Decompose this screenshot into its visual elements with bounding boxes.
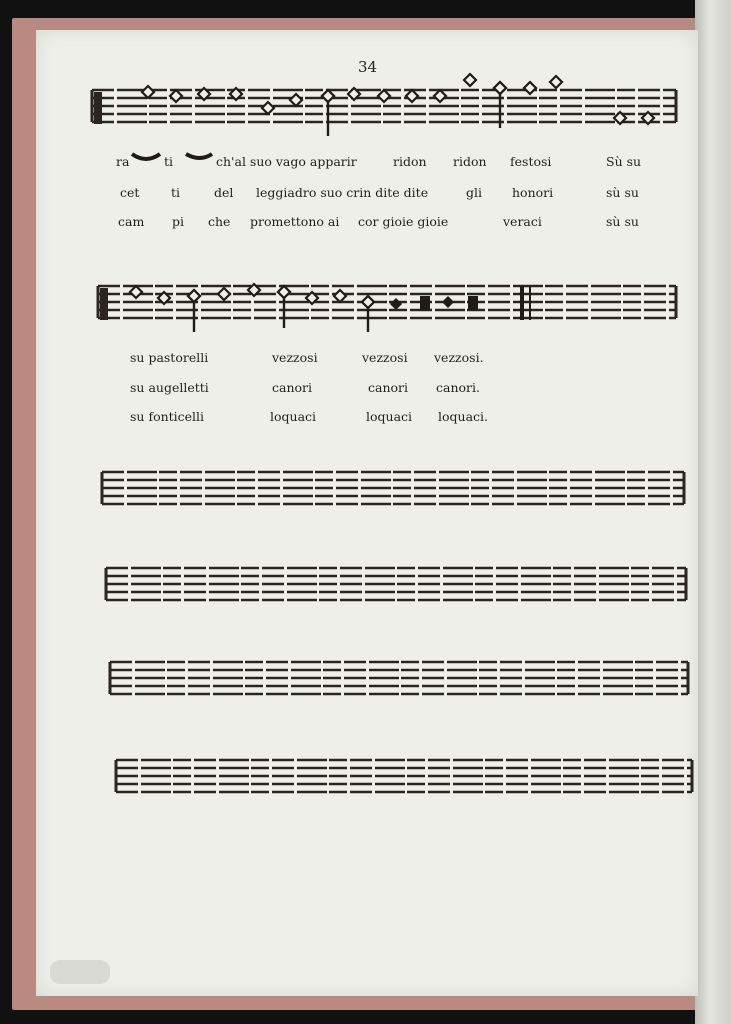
note-s2-black-2 xyxy=(442,296,454,308)
lyric-s1-l2-su: sù su xyxy=(606,185,639,200)
lyric-s2-l1-su: su pastorelli xyxy=(130,350,209,365)
lyric-s2-l2-w1: canori xyxy=(272,380,313,395)
clef-1 xyxy=(94,92,102,124)
lyric-s2-l3-su: su fonticelli xyxy=(130,409,205,424)
note-s2-black-1 xyxy=(390,298,402,310)
lyric-s1-l1-ti: ti xyxy=(164,154,174,169)
lyric-s1-l1-ridon1: ridon xyxy=(393,154,427,169)
lyric-s2-l2-w2: canori xyxy=(368,380,409,395)
lyric-s1-l1-ridon2: ridon xyxy=(453,154,487,169)
lyric-s1-l2-cet: cet xyxy=(120,185,140,200)
lyric-s1-l2-del: del xyxy=(214,185,234,200)
lyric-s2-l3-w2: loquaci xyxy=(366,409,413,424)
lyric-s2-l1-w3: vezzosi. xyxy=(434,350,484,365)
lyric-s1-l2-honori: honori xyxy=(512,185,554,200)
music-staves xyxy=(36,30,698,996)
lyric-s2-l2-w3: canori. xyxy=(436,380,480,395)
slur-2 xyxy=(186,154,212,158)
lyric-s1-l1-su: Sù su xyxy=(606,154,642,169)
note-s1-15 xyxy=(550,76,562,88)
note-s1-14 xyxy=(524,82,536,94)
lyric-s1-l2-gli: gli xyxy=(466,185,482,200)
lyric-s1-l3-gioie: cor gioie gioie xyxy=(358,214,449,229)
lyric-s2-l3-w1: loquaci xyxy=(270,409,317,424)
lyric-s1-l1-ra: ra xyxy=(116,154,130,169)
lyric-s1-l1-phrase: ch'al suo vago apparir xyxy=(216,154,357,169)
lyric-s2-l3-w3: loquaci. xyxy=(438,409,488,424)
clef-2 xyxy=(100,288,108,320)
note-s2-4 xyxy=(218,288,230,300)
lyric-s1-l2-ti: ti xyxy=(171,185,181,200)
note-s2-breve xyxy=(420,296,430,310)
lyric-s1-l3-cam: cam xyxy=(118,214,145,229)
note-s2-stemmed-c xyxy=(362,296,374,308)
note-s1-12 xyxy=(464,74,476,86)
note-s2-8 xyxy=(334,290,346,302)
note-s1-stemmed-a xyxy=(322,90,334,102)
lyric-s2-l1-w1: vezzosi xyxy=(272,350,318,365)
note-s1-6 xyxy=(290,94,302,106)
lyric-s1-l3-phrase: promettono ai xyxy=(250,214,340,229)
lyric-s1-l3-veraci: veraci xyxy=(503,214,542,229)
lyric-s1-l2-phrase: leggiadro suo crin dite dite xyxy=(256,185,429,200)
note-s2-stemmed-a xyxy=(188,290,200,302)
note-s1-2 xyxy=(170,90,182,102)
note-s2-stemmed-b xyxy=(278,286,290,298)
page-number: 34 xyxy=(358,58,378,76)
lyric-s2-l2-su: su augelletti xyxy=(130,380,209,395)
page-smudge xyxy=(50,960,110,984)
lyric-s1-l3-pi: pi xyxy=(172,214,184,229)
lyric-s1-l3-che: che xyxy=(208,214,231,229)
lyric-s2-l1-w2: vezzosi xyxy=(362,350,408,365)
note-s1-5 xyxy=(262,102,274,114)
opposite-leaf-edge xyxy=(695,0,731,1024)
note-s1-stemmed-b xyxy=(494,82,506,94)
book-page xyxy=(36,30,698,996)
note-s2-1 xyxy=(130,286,142,298)
note-s2-breve-2 xyxy=(468,296,478,310)
lyric-s1-l3-su: sù su xyxy=(606,214,639,229)
note-s1-9 xyxy=(378,90,390,102)
slur-1 xyxy=(132,154,160,159)
note-s1-11 xyxy=(434,90,446,102)
lyric-s1-l1-festosi: festosi xyxy=(510,154,552,169)
note-s1-1 xyxy=(142,86,154,98)
note-s1-10 xyxy=(406,90,418,102)
